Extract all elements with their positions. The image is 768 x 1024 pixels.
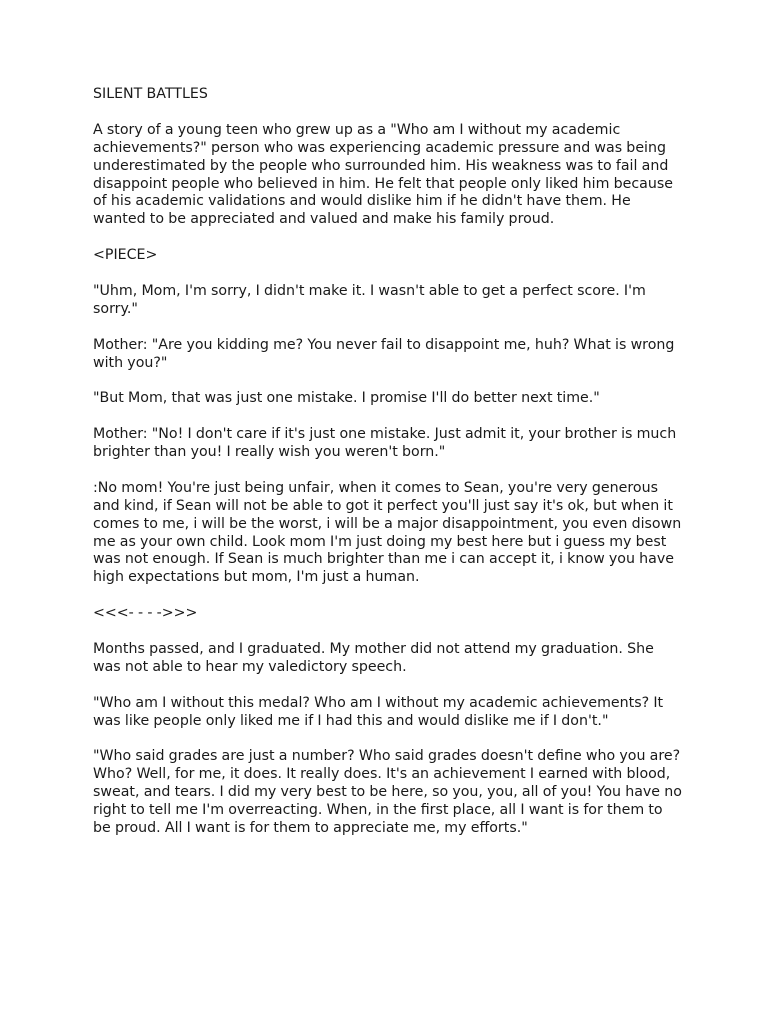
- dialogue-paragraph: :No mom! You're just being unfair, when it comes to Sean, you're very generous and kind, if Sean will not be able to got it perfect you'll just say it's ok, but when it comes to me, i will be the worst, i will be a major disappointment, you even disown me as your own child. Look mom I'm just doing my best here but i guess my best was not enough. If Sean is much brighter than me i can accept it, i know you have high expectations but mom, I'm just a human.: [93, 479, 682, 586]
- synopsis-paragraph: A story of a young teen who grew up as a "Who am I without my academic achievements?" person who was experiencing academic pressure and was being underestimated by the people who surrounded him. His weakness was to fail and disappoint people who believed in him. He felt that people only liked him because of his academic validations and would dislike him if he didn't have them. He wanted to be appreciated and valued and make his family proud.: [93, 121, 673, 228]
- dialogue-paragraph: Mother: "Are you kidding me? You never fail to disappoint me, huh? What is wrong with you?": [93, 336, 675, 371]
- piece-marker: <PIECE>: [93, 247, 158, 264]
- dialogue-paragraph: Mother: "No! I don't care if it's just one mistake. Just admit it, your brother is much brighter than you! I really wish you weren't born.": [93, 426, 677, 461]
- document-title: SILENT BATTLES: [93, 86, 208, 102]
- monologue-paragraph: "Who said grades are just a number? Who said grades doesn't define who you are? Who? Well, for me, it does. It really does. It's an achievement I earned with blood, sweat, and tears. I did my very best to be here, so you, you, all of you! You have no right to tell me I'm overreacting. When, in the first place, all I want is for them to be proud. All I want is for them to appreciate me, my efforts.": [93, 748, 682, 836]
- dialogue-paragraph: "Uhm, Mom, I'm sorry, I didn't make it. I wasn't able to get a perfect score. I'm sorry.": [93, 282, 646, 317]
- narrative-paragraph: Months passed, and I graduated. My mother did not attend my graduation. She was not able to hear my valedictory speech.: [93, 640, 654, 675]
- dialogue-paragraph: "But Mom, that was just one mistake. I promise I'll do better next time.": [93, 390, 600, 407]
- monologue-paragraph: "Who am I without this medal? Who am I without my academic achievements? It was like people only liked me if I had this and would dislike me if I don't.": [93, 694, 664, 729]
- document-body: [93, 86, 683, 856]
- section-divider: <<<- - - ->>>: [93, 605, 198, 622]
